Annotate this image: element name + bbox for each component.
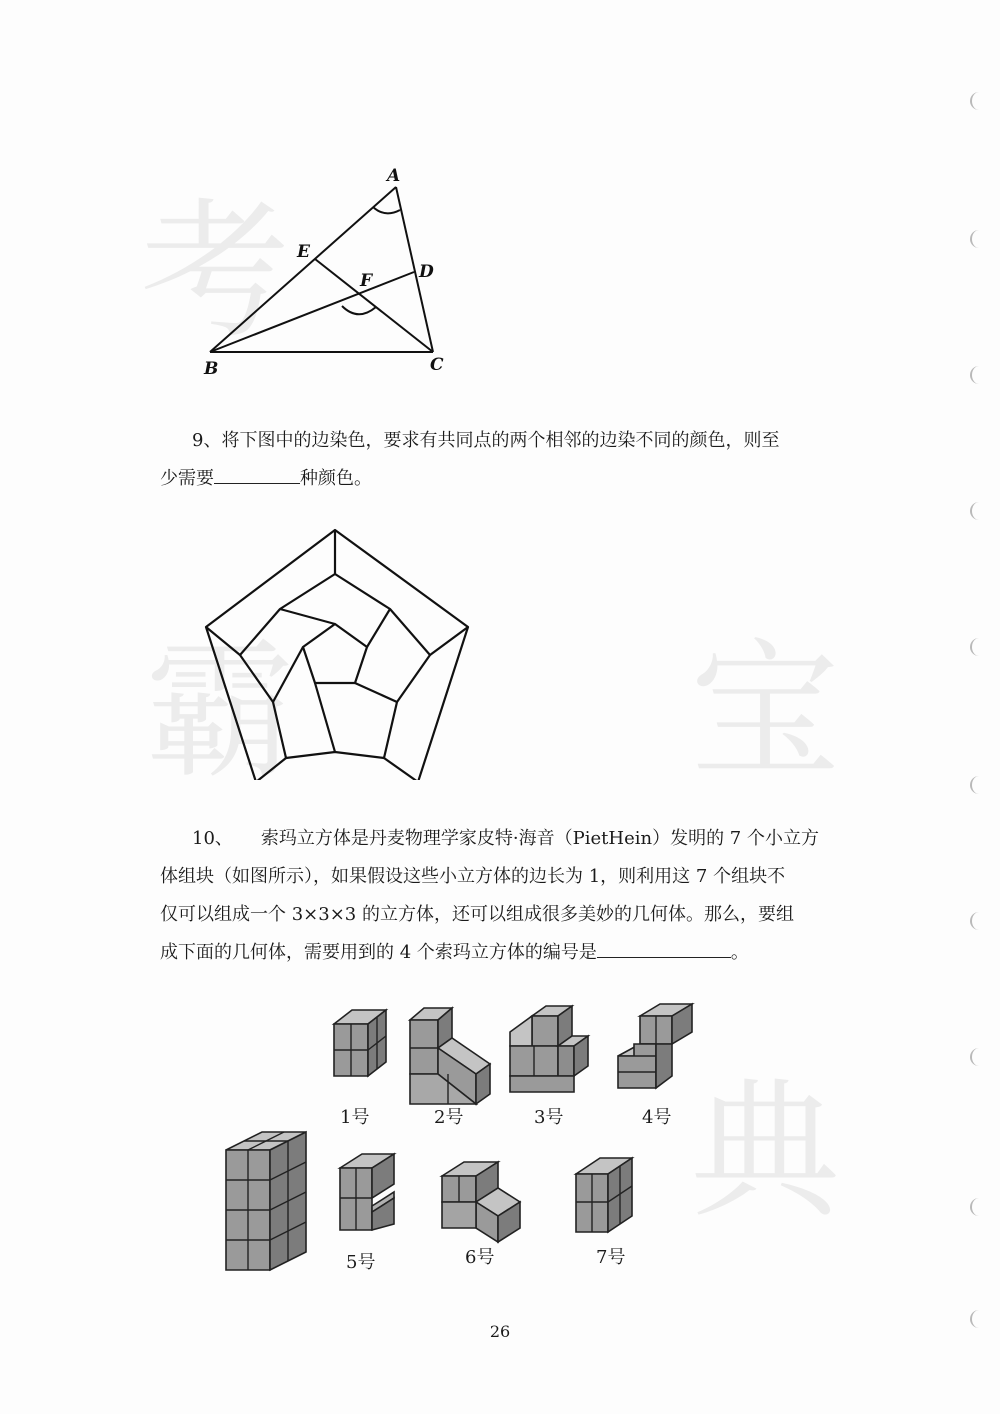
watermark-char: 霸 <box>145 625 296 799</box>
soma-label-4: 4号 <box>642 1107 672 1128</box>
answer-blank-10[interactable] <box>597 935 731 958</box>
question-10-line4-before: 成下面的几何体，需要用到的 4 个索玛立方体的编号是 <box>160 942 597 963</box>
soma-piece-2 <box>410 1008 490 1104</box>
answer-blank-9[interactable] <box>214 461 300 484</box>
question-9-number: 9、 <box>192 430 222 451</box>
soma-piece-1 <box>334 1010 386 1076</box>
question-9-line2-after: 种颜色。 <box>300 468 372 489</box>
page-number: 26 <box>489 1322 511 1341</box>
spoke-outer <box>384 758 418 780</box>
binder-hole <box>970 502 982 520</box>
point-label-a: A <box>387 166 401 186</box>
spoke-inner <box>273 647 303 702</box>
soma-label-5: 5号 <box>346 1252 376 1273</box>
inner-pentagon <box>303 624 367 683</box>
watermark-char: 考 <box>140 185 291 359</box>
soma-piece-6 <box>442 1162 520 1242</box>
soma-piece-7 <box>576 1158 632 1232</box>
spoke-outer <box>256 758 286 780</box>
dodecahedron-graph-figure <box>0 520 1000 780</box>
triangle-figure <box>0 0 1000 400</box>
question-10-line4-after: 。 <box>730 942 749 963</box>
soma-cube-figures <box>0 990 1000 1290</box>
soma-piece-3 <box>510 1006 588 1092</box>
target-shape <box>226 1132 306 1270</box>
edge-ab <box>210 187 396 352</box>
question-10-line1: 索玛立方体是丹麦物理学家皮特·海音（PietHein）发明的 7 个小立方 <box>260 828 819 849</box>
point-label-b: B <box>204 359 219 379</box>
angle-f-arc <box>342 306 376 314</box>
middle-decagon <box>240 574 430 758</box>
soma-label-2: 2号 <box>434 1107 464 1128</box>
point-label-d: D <box>419 262 434 282</box>
spoke-inner <box>280 609 335 624</box>
soma-label-3: 3号 <box>534 1107 564 1128</box>
question-10 <box>160 820 850 972</box>
spoke-inner <box>355 683 397 702</box>
binder-hole <box>970 912 982 930</box>
soma-label-7: 7号 <box>596 1247 626 1268</box>
soma-piece-5 <box>340 1154 394 1230</box>
watermark-char: 宝 <box>690 625 841 799</box>
point-label-f: F <box>360 271 373 291</box>
question-9-line1: 将下图中的边染色，要求有共同点的两个相邻的边染不同的颜色，则至 <box>221 430 780 451</box>
soma-label-6: 6号 <box>465 1247 495 1268</box>
soma-label-1: 1号 <box>340 1107 370 1128</box>
question-9 <box>160 422 850 498</box>
spoke-inner <box>367 609 390 647</box>
question-10-line3: 仅可以组成一个 3×3×3 的立方体，还可以组成很多美妙的几何体。那么，要组 <box>160 904 794 925</box>
question-9-line2-before: 少需要 <box>160 468 214 489</box>
spoke-inner <box>315 683 335 752</box>
spoke-outer <box>430 627 468 655</box>
point-label-c: C <box>430 355 444 375</box>
point-label-e: E <box>297 242 310 262</box>
angle-a-arc <box>373 207 400 213</box>
question-10-number: 10、 <box>192 828 233 849</box>
question-10-line2: 体组块（如图所示），如果假设这些小立方体的边长为 1，则利用这 7 个组块不 <box>160 866 786 887</box>
soma-piece-4 <box>618 1004 692 1088</box>
watermark-char: 典 <box>690 1065 841 1239</box>
